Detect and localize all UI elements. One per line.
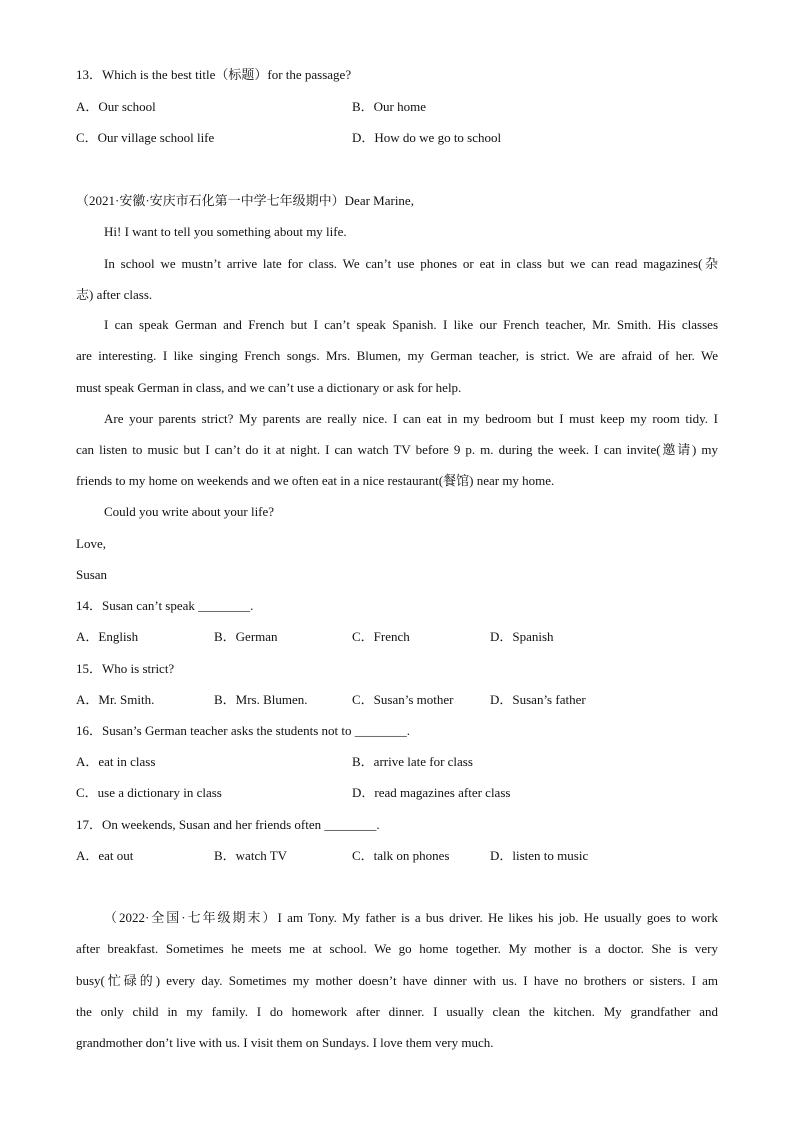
q15-option-a: A．Mr. Smith. [76,692,155,707]
q15-option-d: D．Susan’s father [490,692,586,707]
q16-option-a: A．eat in class [76,754,156,769]
passage-2-line-2: after breakfast. Sometimes he meets me at school. We go home together. My mother is a doctor. She is very [76,941,718,956]
question-14-stem: 14．Susan can’t speak ________. [76,598,254,613]
q16-option-d: D．read magazines after class [352,785,511,800]
passage-2-line-4: the only child in my family. I do homework after dinner. I usually clean the kitchen. My grandfather and [76,1004,718,1019]
q17-option-d: D．listen to music [490,848,589,863]
question-16-stem: 16．Susan’s German teacher asks the students not to ________. [76,723,410,738]
passage-1-paragraph-2-line-2: 志) after class. [76,287,153,302]
q13-option-c: C．Our village school life [76,130,215,145]
passage-1-source: （2021·安徽·安庆市石化第一中学七年级期中）Dear Marine, [76,193,414,208]
passage-2-line-1: （2022·全国·七年级期末）I am Tony. My father is a bus driver. He likes his job. He usually goes to work [104,910,718,925]
q14-option-a: A．English [76,629,139,644]
passage-2-line-5: grandmother don’t live with us. I visit them on Sundays. I love them very much. [76,1035,494,1050]
question-17-stem: 17．On weekends, Susan and her friends often ________. [76,817,380,832]
passage-1-signature: Susan [76,567,108,582]
passage-1-paragraph-4-line-2: can listen to music but I can’t do it at night. I can watch TV before 9 p. m. during the week. I can invite(邀请) my [76,442,718,457]
passage-1-paragraph-4-line-3: friends to my home on weekends and we often eat in a nice restaurant(餐馆) near my home. [76,473,555,488]
passage-1-greeting-line: Hi! I want to tell you something about my life. [104,224,347,239]
passage-1-paragraph-2-line-1: In school we mustn’t arrive late for class. We can’t use phones or eat in class but we can read magazines(杂 [104,256,718,271]
q15-option-c: C．Susan’s mother [352,692,454,707]
passage-1-paragraph-3-line-1: I can speak German and French but I can’t speak Spanish. I like our French teacher, Mr. Smith. His classes [104,317,718,332]
q16-option-b: B．arrive late for class [352,754,473,769]
passage-1-closing: Love, [76,536,106,551]
q17-option-b: B．watch TV [214,848,288,863]
q14-option-b: B．German [214,629,278,644]
q15-option-b: B．Mrs. Blumen. [214,692,308,707]
q17-option-c: C．talk on phones [352,848,450,863]
passage-1-paragraph-3-line-2: are interesting. I like singing French songs. Mrs. Blumen, my German teacher, is strict. We are afraid of her. We [76,348,718,363]
q14-option-d: D．Spanish [490,629,554,644]
q13-option-b: B．Our home [352,99,427,114]
q16-option-c: C．use a dictionary in class [76,785,222,800]
q17-option-a: A．eat out [76,848,134,863]
q14-option-c: C．French [352,629,410,644]
passage-1-paragraph-3-line-3: must speak German in class, and we can’t use a dictionary or ask for help. [76,380,462,395]
question-15-stem: 15．Who is strict? [76,661,175,676]
q13-option-a: A．Our school [76,99,156,114]
passage-1-paragraph-5: Could you write about your life? [104,504,275,519]
passage-2-line-3: busy(忙碌的) every day. Sometimes my mother doesn’t have dinner with us. I have no brothers or sisters. I am [76,973,718,988]
passage-1-paragraph-4-line-1: Are your parents strict? My parents are really nice. I can eat in my bedroom but I must keep my room tidy. I [104,411,718,426]
q13-option-d: D．How do we go to school [352,130,502,145]
question-13-stem: 13．Which is the best title（标题）for the passage? [76,67,352,82]
